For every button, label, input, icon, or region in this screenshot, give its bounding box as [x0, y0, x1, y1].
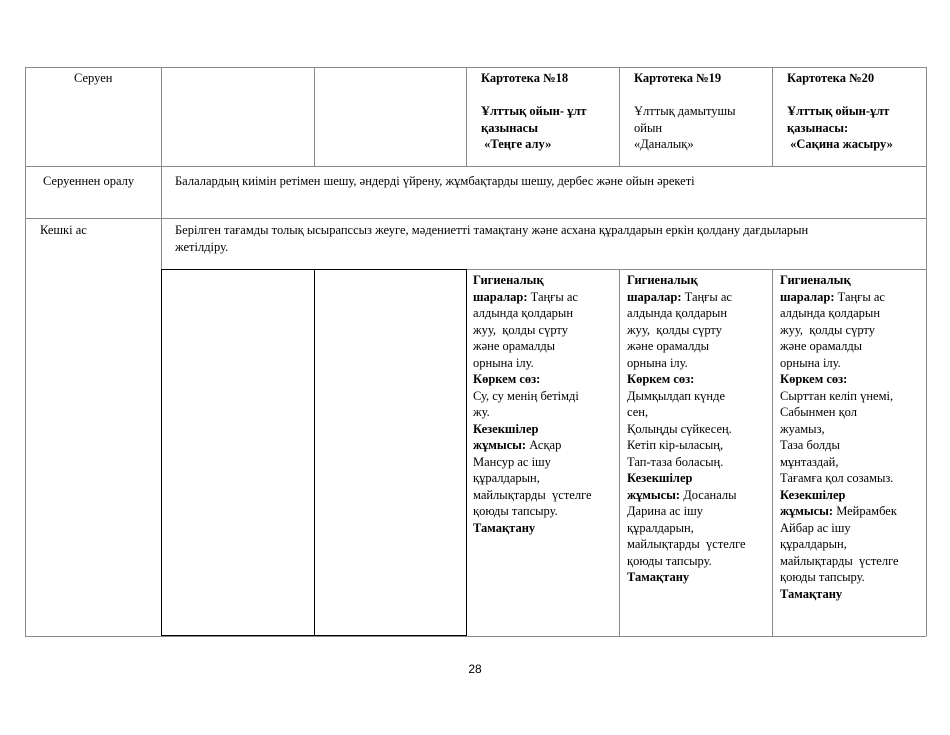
poem-line: сен,	[627, 405, 649, 419]
row-label-return	[43, 173, 134, 190]
table-bottom-border	[25, 636, 926, 637]
poem-line: Кетіп кір-ыласың,	[627, 438, 724, 452]
dinner-goal-line: Берілген тағамды толық ысырапссыз жеуге, мәдениетті тамақтану және асхана құралдарын еркін қолдану дағдыларын	[175, 223, 809, 237]
hygiene-line: орнына ілу.	[780, 355, 841, 370]
dinner-col-divider-4	[619, 269, 620, 636]
dinner-goal-text	[175, 222, 808, 255]
poem-line: Сырттан келіп үнемі,	[780, 388, 894, 403]
poem-line: Тап-таза боласың.	[627, 454, 724, 469]
card-line: Ұлттық ойын- ұлт	[481, 104, 587, 118]
poem-line: Дымқылдап күнде	[627, 388, 726, 403]
hygiene-text: Таңғы ас	[681, 289, 732, 304]
duty-heading: жұмысы:	[627, 487, 681, 502]
meal-label: Тамақтану	[627, 570, 690, 584]
duty-text: Мейрамбек	[833, 504, 897, 518]
table-left-border	[25, 67, 26, 636]
row-label-return-text: Серуеннен оралу	[43, 174, 135, 188]
hygiene-line: жуу, қолды сүрту	[473, 322, 568, 337]
duty-heading: Кезекшілер	[627, 471, 693, 485]
page-number: 28	[468, 662, 482, 676]
empty-box-middle	[314, 269, 315, 636]
poem-line: Таза болды	[780, 438, 840, 452]
hygiene-line: және орамалды	[627, 339, 710, 353]
card-line: ойын	[634, 120, 663, 135]
card-spacer	[787, 87, 893, 104]
poem-line: жуамыз,	[780, 421, 825, 436]
hygiene-line: орнына ілу.	[473, 355, 534, 370]
card-spacer	[634, 87, 736, 104]
hygiene-column-20	[780, 272, 899, 602]
hygiene-text: Таңғы ас	[834, 289, 885, 304]
duty-line: құралдарын,	[473, 471, 540, 485]
hygiene-column-19	[627, 272, 746, 586]
art-word-label: Көркем сөз:	[780, 372, 848, 386]
duty-text: Досаналы	[680, 487, 737, 502]
hygiene-line: алдында қолдарын	[627, 306, 728, 320]
duty-text: Асқар	[526, 438, 562, 452]
poem-line: жу.	[473, 405, 490, 419]
card-title: Картотека №18	[481, 71, 569, 85]
hygiene-column-18	[473, 272, 592, 536]
card-line: «Даналық»	[634, 137, 694, 151]
dinner-subrow-divider	[466, 269, 926, 270]
card-title: Картотека №20	[787, 71, 875, 85]
row-label-walk-text: Серуен	[74, 71, 113, 85]
duty-line: қоюды тапсыру.	[780, 570, 865, 584]
col-divider-3	[466, 67, 467, 166]
duty-heading: Кезекшілер	[473, 421, 539, 436]
hygiene-heading: шаралар:	[627, 289, 682, 304]
hygiene-heading: Гигиеналық	[780, 273, 851, 287]
poem-line: мұнтаздай,	[780, 454, 839, 469]
col-divider-4	[619, 67, 620, 166]
card-spacer	[481, 87, 587, 104]
col-divider-5	[772, 67, 773, 166]
card-18	[481, 70, 587, 153]
duty-line: майлықтарды үстелге	[780, 553, 899, 568]
hygiene-line: алдында қолдарын	[780, 306, 881, 320]
duty-line: қоюды тапсыру.	[627, 553, 712, 568]
card-20	[787, 70, 893, 153]
row-label-dinner-text: Кешкі ас	[40, 223, 87, 237]
card-line: Ұлттық ойын-ұлт	[787, 104, 890, 118]
hygiene-heading: шаралар:	[473, 289, 528, 304]
empty-box-right	[466, 269, 467, 636]
meal-label: Тамақтану	[473, 520, 536, 535]
art-word-label: Көркем сөз:	[473, 372, 541, 386]
row-label-walk	[74, 70, 112, 87]
empty-box-left	[161, 269, 162, 636]
poem-line: Тағамға қол созамыз.	[780, 471, 894, 485]
dinner-col-divider-5	[772, 269, 773, 636]
hygiene-heading: шаралар:	[780, 289, 835, 304]
row-label-dinner	[40, 222, 87, 239]
duty-line: құралдарын,	[780, 537, 847, 551]
meal-label: Тамақтану	[780, 586, 843, 601]
duty-heading: жұмысы:	[780, 504, 834, 518]
hygiene-line: алдында қолдарын	[473, 306, 574, 320]
duty-line: Дарина ас ішу	[627, 504, 703, 518]
hygiene-heading: Гигиеналық	[473, 273, 544, 287]
duty-line: майлықтарды үстелге	[473, 487, 592, 502]
duty-line: Айбар ас ішу	[780, 520, 851, 535]
duty-heading: жұмысы:	[473, 438, 527, 452]
card-title: Картотека №19	[634, 71, 722, 85]
col-divider-2	[314, 67, 315, 166]
card-19	[634, 70, 736, 153]
poem-line: Сабынмен қол	[780, 405, 858, 419]
card-line: «Теңге алу»	[481, 137, 552, 151]
return-activity-text	[175, 173, 695, 190]
hygiene-line: жуу, қолды сүрту	[627, 322, 722, 337]
dinner-goal-line: жетілдіру.	[175, 239, 229, 254]
poem-line: Қолыңды сүйкесең.	[627, 421, 732, 436]
art-word-label: Көркем сөз:	[627, 372, 695, 386]
return-activity-text-content: Балалардың киімін ретімен шешу, әндерді үйрену, жұмбақтарды шешу, дербес және ойын әрекеті	[175, 174, 695, 188]
hygiene-text: Таңғы ас	[527, 289, 578, 304]
card-line: «Сақина жасыру»	[787, 137, 893, 151]
hygiene-line: орнына ілу.	[627, 355, 688, 370]
duty-line: майлықтарды үстелге	[627, 537, 746, 551]
duty-line: қоюды тапсыру.	[473, 504, 558, 518]
card-line: қазынасы	[481, 120, 538, 135]
duty-line: құралдарын,	[627, 520, 694, 535]
duty-line: Мансур ас ішу	[473, 454, 551, 469]
card-line: Ұлттық дамытушы	[634, 104, 736, 118]
card-line: қазынасы:	[787, 120, 849, 135]
hygiene-line: жуу, қолды сүрту	[780, 322, 875, 337]
hygiene-heading: Гигиеналық	[627, 273, 698, 287]
duty-heading: Кезекшілер	[780, 487, 846, 502]
hygiene-line: және орамалды	[780, 339, 863, 353]
poem-line: Су, су менің бетімді	[473, 388, 579, 403]
hygiene-line: және орамалды	[473, 339, 556, 353]
table-right-border	[926, 67, 927, 636]
